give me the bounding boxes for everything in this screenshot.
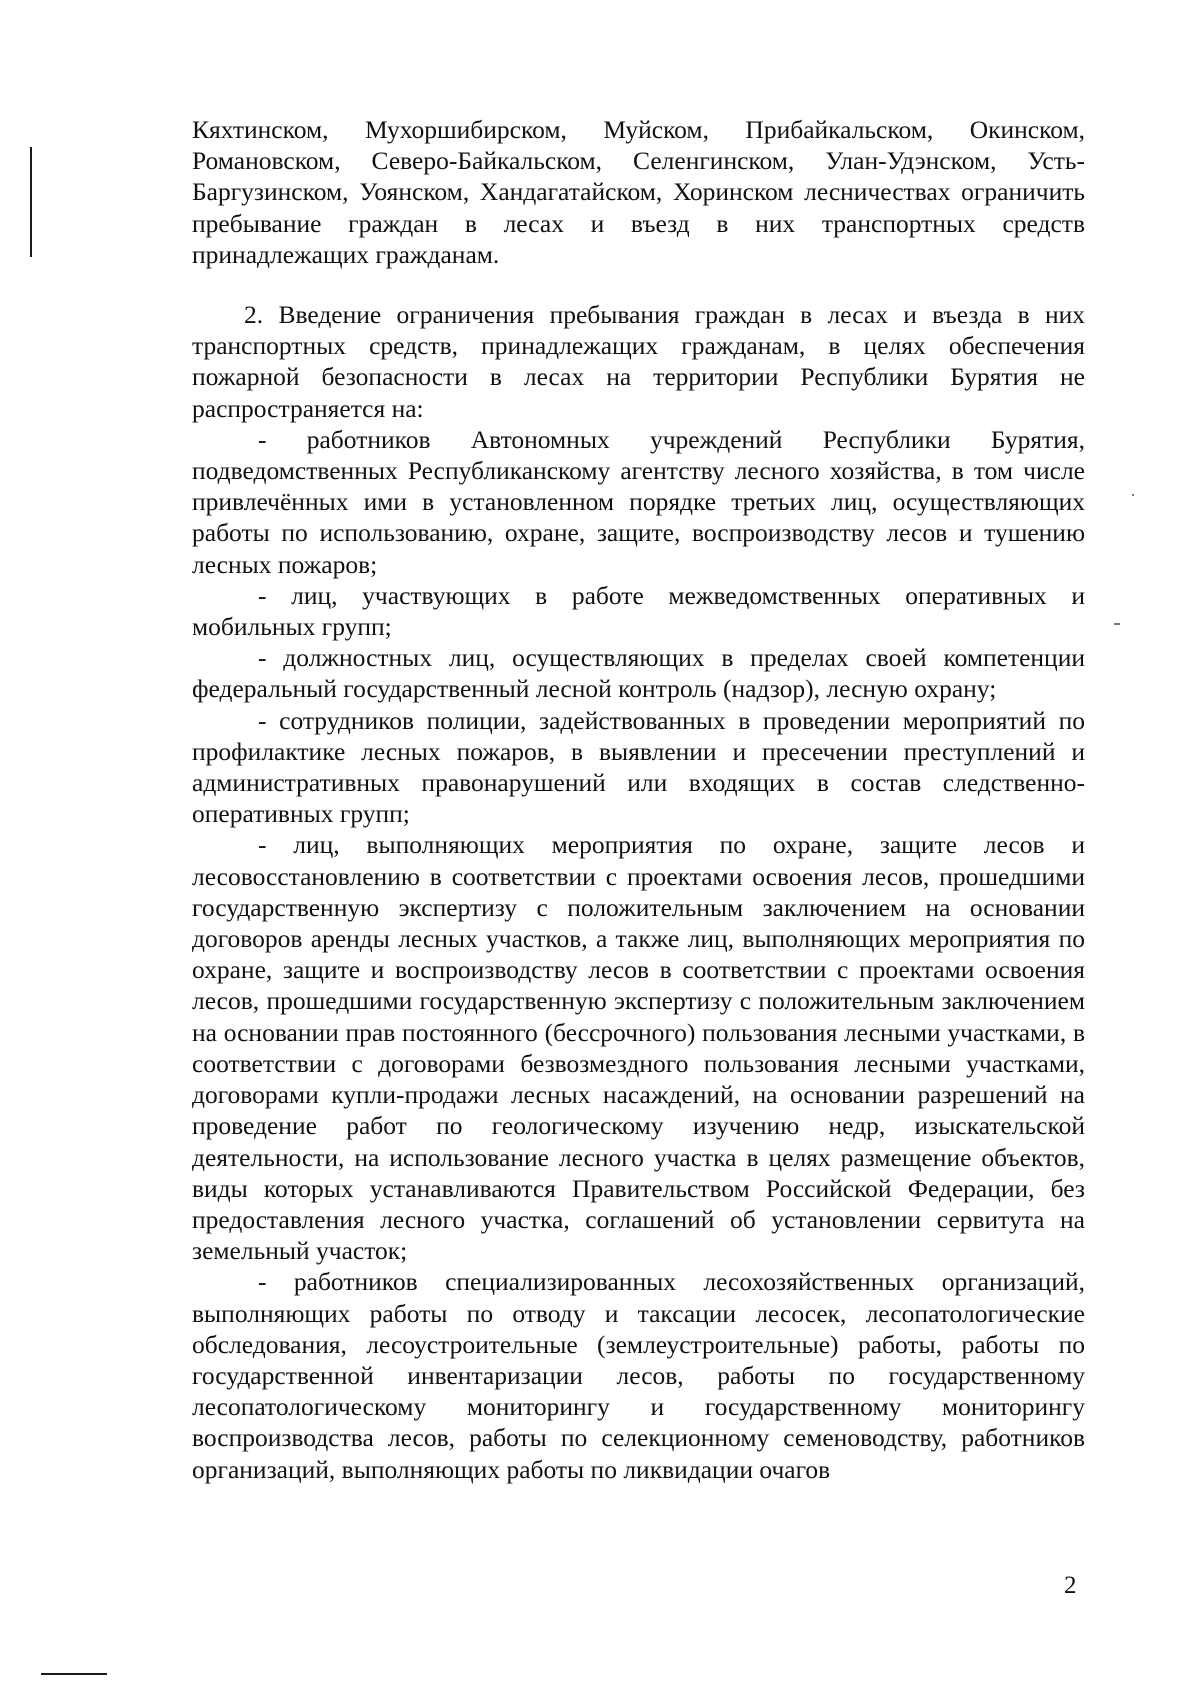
paragraph-continuation: Кяхтинском, Мухоршибирском, Муйском, Прибайкальском, Окинском, Романовском, Северо-Байкальском, Селенгинском, Улан-Удэнском, Усть-Баргузинском, Уоянском, Хандагатайском, Хоринском лесничествах ограничить пребывание граждан в лесах и въезд в них транспортных средств принадлежащих гражданам. [192,115,1085,269]
list-item: - работников специализированных лесохозяйственных организаций, выполняющих работы по отводу и таксации лесосек, лесопатологические обследования, лесоустроительные (землеустроительные) работы, работы по государственной инвентаризации лесов, работы по государственному лесопатологическому мониторингу и государственному мониторингу воспроизводства лесов, работы по селекционному семеноводству, работников организаций, выполняющих работы по ликвидации очагов [192,1267,1085,1484]
scan-speck [1132,494,1134,496]
paragraph-clause-2: 2. Введение ограничения пребывания граждан в лесах и въезда в них транспортных средств, принадлежащих гражданам, в целях обеспечения пожарной безопасности в лесах на территории Республики Бурятия не распространяется на: [192,300,1085,423]
footer-rule-mark [41,1673,107,1675]
list-item: - должностных лиц, осуществляющих в пределах своей компетенции федеральный государственный лесной контроль (надзор), лесную охрану; [192,643,1085,704]
margin-binding-mark [30,147,32,257]
scan-speck [1114,623,1120,625]
list-item: - работников Автономных учреждений Республики Бурятия, подведомственных Республиканскому агентству лесного хозяйства, в том числе привлечённых ими в установленном порядке третьих лиц, осуществляющих работы по использованию, охране, защите, воспроизводству лесов и тушению лесных пожаров; [192,424,1085,579]
page-number: 2 [1064,1572,1077,1599]
document-body [192,114,1085,1485]
list-item: - лиц, участвующих в работе межведомственных оперативных и мобильных групп; [192,580,1085,642]
list-item: - лиц, выполняющих мероприятия по охране, защите лесов и лесовосстановлению в соответствии с проектами освоения лесов, прошедшими государственную экспертизу с положительным заключением на основании договоров аренды лесных участков, а также лиц, выполняющих мероприятия по охране, защите и воспроизводству лесов в соответствии с проектами освоения лесов, прошедшими государственную экспертизу с положительным заключением на основании прав постоянного (бессрочного) пользования лесными участками, в соответствии с договорами безвозмездного пользования лесными участками, договорами купли-продажи лесных насаждений, на основании разрешений на проведение работ по геологическому изучению недр, изыскательской деятельности, на использование лесного участка в целях размещение объектов, виды которых устанавливаются Правительством Российской Федерации, без предоставления лесного участка, соглашений об установлении сервитута на земельный участок; [192,830,1085,1266]
list-item: - сотрудников полиции, задействованных в проведении мероприятий по профилактике лесных пожаров, в выявлении и пресечении преступлений и административных правонарушений или входящих в состав следственно-оперативных групп; [192,705,1085,829]
